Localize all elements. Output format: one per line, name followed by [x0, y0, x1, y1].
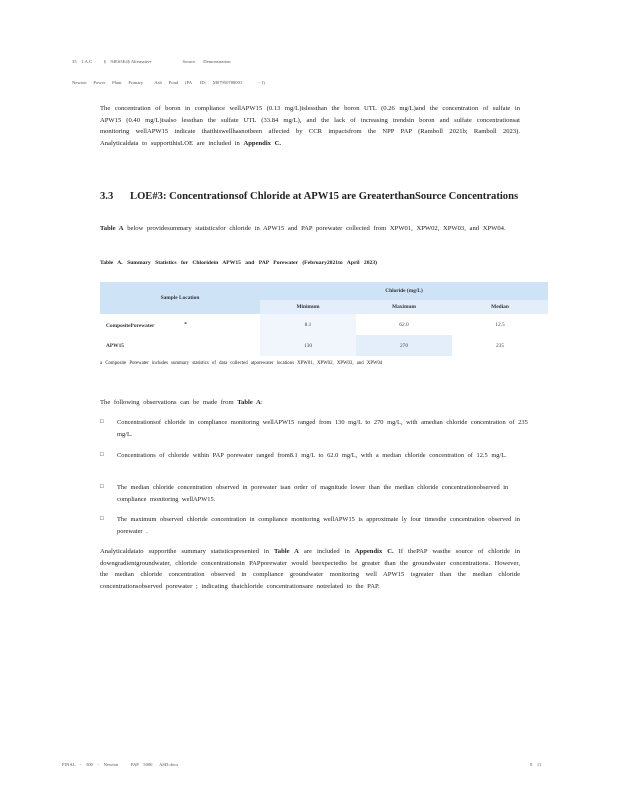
- cell-median: 12.5: [495, 321, 505, 328]
- cell-median: 235: [495, 342, 505, 349]
- table-footnote: a Composite Porewater includes summary statistics of data collected atporewater locations XPW01, XPW02, XPW03, and XPW04: [100, 361, 383, 366]
- header-line-1: 35 1.A.C § 94E#3E4§ Alternative Source Demonstration: [72, 59, 231, 64]
- minimum-header: Minimum: [260, 300, 356, 314]
- sample-location-header: Sample Location: [100, 282, 260, 314]
- bullet-marker: □: [100, 452, 104, 458]
- list-item: [100, 450, 540, 462]
- table-intro-paragraph: [100, 223, 520, 235]
- header-line-2: Newton Power Plant Primary Ash Pond (PA ID: M07950788001 - 1): [72, 80, 265, 85]
- section-number: 3.3: [100, 191, 114, 202]
- appendix-c-ref: Appendix C.: [243, 139, 282, 147]
- cell-min: 130: [260, 335, 356, 356]
- cell-max: 62.0: [399, 321, 409, 328]
- table-caption: Table A. Summary Statistics for Chloridein APW15 and PAP Porewater (February2021to April 2023): [100, 260, 377, 266]
- bullet-text: The maximum observed chloride concentration in compliance monitoring wellAPW15 is approximate ly four timesthe concentration observed in porewater .: [117, 516, 520, 535]
- median-header: Median: [452, 300, 548, 314]
- page-number: 8 11: [530, 762, 542, 767]
- bullet-text: Concentrationsof chloride in compliance monitoring wellAPW15 ranged from 130 mg/L to 270 mg/L, with amedian chloride concentration of 235 mg/L.: [117, 419, 528, 438]
- maximum-header: Maximum: [356, 300, 452, 314]
- table-a-ref: Table A: [237, 399, 261, 406]
- page-header: [72, 44, 265, 93]
- section-title: LOE#3: Concentrationsof Chloride at APW15 are GreaterthanSource Concentrations: [130, 191, 519, 202]
- table-intro-text: below providesummary statisticsfor chloride in APW15 and PAP porewater collected from XPW01, XPW02, XPW03, and XPW04.: [127, 225, 506, 232]
- row-label: APW15: [106, 342, 124, 349]
- table-a-ref: Table A: [274, 548, 299, 555]
- list-item: [100, 417, 540, 440]
- intro-text: The concentration of boron in compliance wellAPW15 (0.13 mg/L)islessthan the boron UTL (0.26 mg/L)and the concentration of sulfate in APW15 (0.40 mg/L)isalso lessthan the sulfate UTL (33.84 mg/L), and the lack of increasing trendsin boron and sulfate concentrationsat monitoring wellAPW15 indicate thatthiswellhasnotbeen affected by CCR impactsfrom the NPP PAP (Ramboll 2021b; Ramboll 2023). Analyticaldata to supportthisLOE are included in: [100, 105, 520, 147]
- observations-intro: The following observations can be made from Table A:: [100, 399, 263, 406]
- table-row: [100, 314, 548, 335]
- closing-paragraph: Analyticaldatato supportthe summary statisticspresented in Table A are included in Appendix C. If thePAP wasthe source of chloride in downgradientgroundwater, chloride concentrationsin PAPporewater would beexpectedto be greater than the groundwater concentrations. However, the median chloride concentration observed in compliance groundwater monitoring well APW15 isgreater than the median chloride concentrationsobserved porewater ; indicating thatchloride concentrationsare notrelated to the PAP.: [100, 548, 521, 590]
- closing-text: If thePAP wasthe source of chloride in downgradientgroundwater, chloride concentrationsin PAPporewater would beexpectedto be greater than the groundwater concentrations. However, the median chloride concentration observed in compliance groundwater monitoring well APW15 isgreater than the median chloride concentrationsobserved porewater ; indicating thatchloride concentrationsare notrelated to the PAP.: [100, 548, 521, 590]
- table-row: [100, 335, 548, 356]
- intro-paragraph: [100, 103, 520, 149]
- footnote-marker: a: [184, 320, 187, 326]
- footer-left: FINAL - 500 - Newton PAP 5000 ASD.docx: [62, 762, 179, 767]
- summary-table: [100, 282, 548, 356]
- bullet-marker: □: [100, 516, 104, 522]
- list-item: [100, 514, 540, 537]
- list-item: [100, 482, 540, 505]
- bullet-marker: □: [100, 419, 104, 425]
- bullet-marker: □: [100, 484, 104, 490]
- bullet-text: Concentrations of chloride within PAP porewater ranged from8.1 mg/L to 62.0 mg/L, with a median chloride concentration of 12.5 mg/L.: [117, 452, 507, 459]
- cell-min: 8.1: [260, 314, 356, 335]
- bullet-text: The median chloride concentration observed in porewater isan order of magnitude lower than the median chloride concentrationobserved in compliance monitoring wellAPW15.: [117, 484, 509, 503]
- table-a-ref: Table A: [100, 225, 124, 232]
- row-label: CompositePorewater$^a$: [106, 320, 187, 329]
- cell-max: 270: [356, 335, 452, 356]
- appendix-c-ref: Appendix C.: [354, 548, 394, 555]
- chloride-group-header: Chloride (mg/L): [260, 282, 548, 300]
- section-heading: [100, 190, 530, 203]
